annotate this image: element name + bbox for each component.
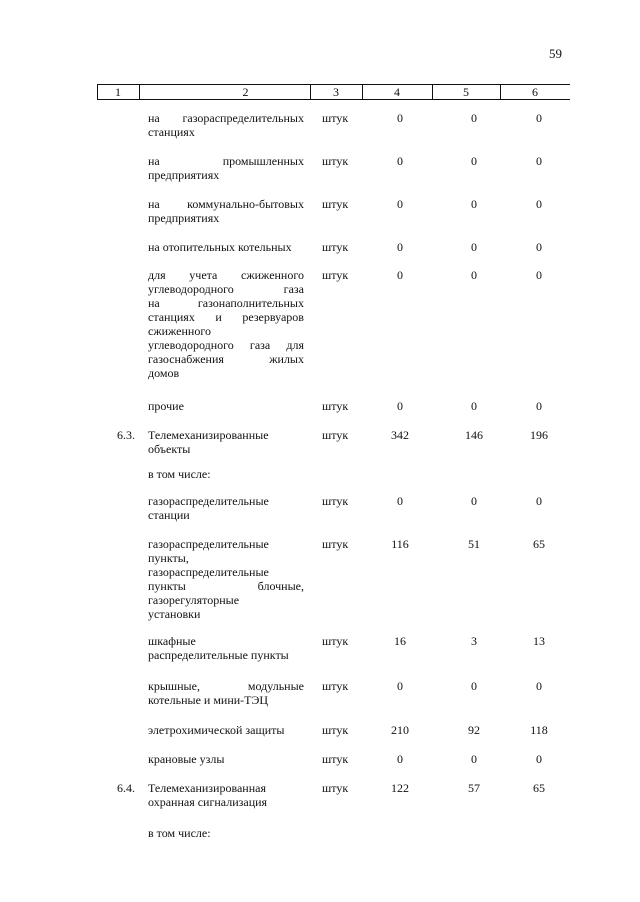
row-name	[148, 826, 304, 840]
row-value-col6: 118	[530, 723, 548, 737]
header-col-6: 6	[532, 85, 538, 99]
row-value-col6: 0	[536, 752, 542, 766]
row-name	[148, 111, 304, 139]
row-name-line: газораспределительные	[148, 537, 269, 551]
row-name-line: установки	[148, 607, 201, 621]
row-value-col6: 65	[533, 537, 545, 551]
row-name	[148, 537, 304, 621]
row-value-col6: 0	[536, 197, 542, 211]
row-value-col4: 342	[391, 428, 409, 442]
header-col-5: 5	[463, 85, 469, 99]
row-name-word: крышные,	[148, 679, 200, 693]
row-name-word: жилых	[269, 352, 304, 366]
row-name	[148, 154, 304, 182]
row-name	[148, 399, 304, 413]
row-value-col4: 0	[397, 752, 403, 766]
row-name-word: промышленных	[222, 154, 304, 168]
row-name-word: пункты	[148, 579, 186, 593]
row-unit: штук	[322, 111, 349, 125]
row-name-line: в том числе:	[148, 826, 211, 840]
row-name-line: крановые узлы	[148, 752, 225, 766]
row-name-line: Телемеханизированные	[148, 428, 269, 442]
row-value-col4: 0	[397, 399, 403, 413]
row-name-word: на	[148, 197, 160, 211]
row-name	[148, 723, 304, 737]
row-name-word: для	[286, 338, 304, 352]
row-unit: штук	[322, 197, 349, 211]
row-name-line	[148, 352, 304, 366]
row-name-word: блочные,	[257, 579, 304, 593]
row-value-col5: 146	[465, 428, 483, 442]
row-value-col4: 0	[397, 494, 403, 508]
row-name-line	[148, 197, 304, 211]
row-value-col4: 210	[391, 723, 409, 737]
row-value-col5: 57	[468, 781, 480, 795]
row-value-col5: 92	[468, 723, 480, 737]
row-name-word: газораспределительных	[182, 111, 304, 125]
row-name-line: на отопительных котельных	[148, 240, 292, 254]
row-name-word: сжиженного	[241, 268, 304, 282]
row-name-line	[148, 282, 304, 296]
row-name-line	[148, 679, 304, 693]
row-unit: штук	[322, 428, 349, 442]
row-value-col5: 0	[471, 240, 477, 254]
row-name-word: модульные	[247, 679, 304, 693]
row-value-col4: 0	[397, 240, 403, 254]
row-unit: штук	[322, 679, 349, 693]
row-unit: штук	[322, 634, 349, 648]
row-unit: штук	[322, 240, 349, 254]
row-number: 6.4.	[117, 781, 135, 795]
row-value-col6: 0	[536, 494, 542, 508]
row-name-line: шкафные	[148, 634, 196, 648]
row-name-word: резервуаров	[242, 310, 304, 324]
row-name-line: охранная сигнализация	[148, 795, 268, 809]
row-value-col5: 0	[471, 399, 477, 413]
row-name-line: элетрохимической защиты	[148, 723, 285, 737]
row-name-line: газорегуляторные	[148, 593, 240, 607]
row-value-col5: 0	[471, 197, 477, 211]
row-unit: штук	[322, 752, 349, 766]
row-value-col4: 116	[391, 537, 409, 551]
row-name-line: пункты,	[148, 551, 189, 565]
row-value-col5: 0	[471, 752, 477, 766]
row-value-col4: 0	[397, 679, 403, 693]
row-name-line: предприятиях	[148, 211, 220, 225]
row-name-word: станциях	[148, 310, 195, 324]
row-value-col6: 0	[536, 154, 542, 168]
row-name-word: учета	[189, 268, 218, 282]
row-name-line: предприятиях	[148, 168, 220, 182]
row-value-col5: 0	[471, 111, 477, 125]
row-name-line	[148, 296, 304, 310]
row-value-col4: 0	[397, 111, 403, 125]
row-name-word: газоснабжения	[148, 352, 224, 366]
row-name-word: на	[148, 154, 160, 168]
row-unit: штук	[322, 494, 349, 508]
row-name	[148, 679, 304, 707]
row-name-line	[148, 268, 304, 282]
row-name-line: прочие	[148, 399, 184, 413]
row-name-line	[148, 310, 304, 324]
row-name	[148, 240, 304, 254]
row-name-line: газораспределительные	[148, 565, 269, 579]
row-name-line: сжиженного	[148, 324, 211, 338]
row-name-word: газа	[283, 282, 304, 296]
row-name-word: газонаполнительных	[197, 296, 304, 310]
row-name-word: газа	[249, 338, 271, 352]
row-value-col6: 0	[536, 111, 542, 125]
row-value-col5: 0	[471, 268, 477, 282]
row-unit: штук	[322, 537, 349, 551]
row-name	[148, 781, 304, 809]
row-value-col6: 196	[530, 428, 548, 442]
row-value-col6: 13	[533, 634, 545, 648]
row-value-col6: 65	[533, 781, 545, 795]
row-value-col4: 0	[397, 154, 403, 168]
row-name-line: в том числе:	[148, 467, 211, 481]
row-unit: штук	[322, 154, 349, 168]
row-name-word: и	[215, 310, 222, 324]
row-value-col5: 3	[471, 634, 477, 648]
header-col-1: 1	[115, 85, 121, 99]
row-name	[148, 494, 304, 522]
row-unit: штук	[322, 268, 349, 282]
row-name-word: углеводородного	[148, 282, 234, 296]
row-name	[148, 467, 304, 481]
row-name-line	[148, 579, 304, 593]
row-value-col4: 0	[397, 268, 403, 282]
row-name	[148, 197, 304, 225]
header-col-2: 2	[242, 85, 249, 99]
row-unit: штук	[322, 399, 349, 413]
row-value-col5: 0	[471, 679, 477, 693]
row-value-col6: 0	[536, 240, 542, 254]
table-header	[97, 84, 570, 100]
row-value-col5: 0	[471, 154, 477, 168]
row-value-col6: 0	[536, 268, 542, 282]
row-name-line: станции	[148, 508, 190, 522]
row-name-line	[148, 154, 304, 168]
row-name-word: для	[148, 268, 166, 282]
row-unit: штук	[322, 723, 349, 737]
row-name	[148, 268, 304, 380]
row-name-word: углеводородного	[148, 338, 234, 352]
row-name-line: станциях	[148, 125, 195, 139]
row-name-line: домов	[148, 366, 180, 380]
row-value-col5: 51	[468, 537, 480, 551]
row-name	[148, 428, 304, 456]
row-name-line: Телемеханизированная	[148, 781, 266, 795]
header-col-4: 4	[394, 85, 400, 99]
page-number: 59	[549, 46, 562, 61]
row-name-word: на	[148, 111, 160, 125]
row-value-col6: 0	[536, 679, 542, 693]
row-value-col4: 16	[394, 634, 406, 648]
row-name-line: газораспределительные	[148, 494, 269, 508]
row-name-line	[148, 338, 304, 352]
row-name-line: объекты	[148, 442, 191, 456]
header-col-3: 3	[333, 85, 339, 99]
row-name	[148, 752, 304, 766]
row-value-col4: 0	[397, 197, 403, 211]
row-name-line: котельные и мини-ТЭЦ	[148, 693, 269, 707]
row-name	[148, 634, 304, 662]
row-value-col4: 122	[391, 781, 409, 795]
row-number: 6.3.	[117, 428, 135, 442]
row-value-col6: 0	[536, 399, 542, 413]
row-value-col5: 0	[471, 494, 477, 508]
row-name-word: на	[148, 296, 160, 310]
row-name-word: коммунально-бытовых	[187, 197, 304, 211]
row-unit: штук	[322, 781, 349, 795]
row-name-line: распределительные пункты	[148, 648, 289, 662]
row-name-line	[148, 111, 304, 125]
